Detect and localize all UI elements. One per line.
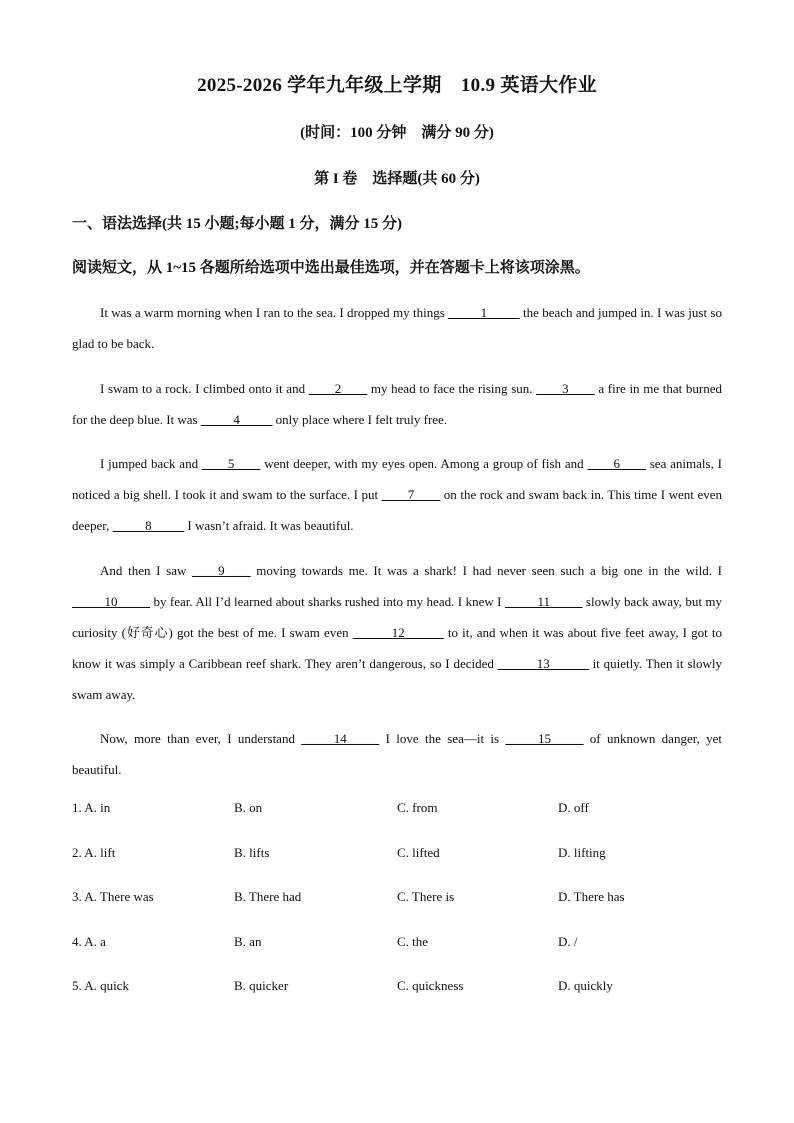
passage-paragraph: Now, more than ever, I understand _____14_____ I love the sea—it is _____15_____ of unknown danger, yet beautiful. xyxy=(72,731,722,777)
reading-passage xyxy=(72,297,722,799)
passage-paragraph: It was a warm morning when I ran to the sea. I dropped my things _____1_____ the beach and jumped in. I was just so glad to be back. xyxy=(72,305,722,351)
option-a: 3. A. There was xyxy=(72,889,154,905)
question-options-row xyxy=(72,800,722,845)
option-d: D. There has xyxy=(558,889,625,905)
option-c: C. quickness xyxy=(397,978,464,994)
option-d: D. / xyxy=(558,933,578,949)
option-a: 4. A. a xyxy=(72,933,106,949)
option-a: 5. A. quick xyxy=(72,978,130,994)
blank-10: _____10_____ xyxy=(72,593,150,609)
question-options-row xyxy=(72,978,722,1023)
blank-15: _____15_____ xyxy=(505,731,584,746)
blank-14: _____14_____ xyxy=(301,731,380,746)
question-options-row xyxy=(72,845,722,890)
option-b: B. an xyxy=(234,933,262,949)
directions: 阅读短文，从 1~15 各题所给选项中选出最佳选项，并在答题卡上将该项涂黑。 xyxy=(72,260,590,276)
page-title: 2025-2026 学年九年级上学期 10.9 英语大作业 xyxy=(197,75,597,96)
option-d: D. lifting xyxy=(558,844,606,860)
blank-8: _____8_____ xyxy=(112,518,185,533)
option-b: B. lifts xyxy=(234,844,270,860)
question-options-row xyxy=(72,889,722,934)
part-heading: 第 I 卷 选择题(共 60 分) xyxy=(314,171,480,187)
question-options-row xyxy=(72,934,722,979)
option-c: C. the xyxy=(397,933,429,949)
blank-9: ____9____ xyxy=(192,562,251,578)
option-b: B. There had xyxy=(234,889,302,905)
blank-11: _____11_____ xyxy=(504,593,583,609)
blank-5: ____5____ xyxy=(201,456,261,471)
option-c: C. There is xyxy=(397,889,455,905)
exam-time-info: (时间：100 分钟 满分 90 分) xyxy=(300,125,494,141)
option-d: D. off xyxy=(558,800,589,815)
option-c: C. from xyxy=(397,800,438,815)
blank-4: _____4_____ xyxy=(200,411,273,427)
option-a: 2. A. lift xyxy=(72,844,116,860)
blank-3: ____3____ xyxy=(536,380,595,396)
passage-paragraph: I jumped back and ____5____ went deeper, with my eyes open. Among a group of fish and ____6____ sea animals, I noticed a big shell. I took it and swam to the surface. I put ____7____ on the rock and swam back in. This time I went even deeper, _____8_____ I wasn’t afraid. It was beautiful. xyxy=(72,456,722,533)
passage-paragraph: I swam to a rock. I climbed onto it and ____2____ my head to face the rising sun. ____3____ a fire in me that burned for the deep blue. It was _____4_____ only place where I felt truly free. xyxy=(72,380,722,427)
blank-7: ____7____ xyxy=(381,487,441,502)
blank-6: ____6____ xyxy=(587,456,646,471)
blank-2: ____2____ xyxy=(308,380,368,396)
blank-12: ______12______ xyxy=(352,624,444,640)
answer-options xyxy=(72,800,722,1023)
option-a: 1. A. in xyxy=(72,800,111,815)
option-b: B. quicker xyxy=(234,978,289,994)
blank-1: _____1_____ xyxy=(448,305,520,320)
passage-paragraph: And then I saw ____9____ moving towards me. It was a shark! I had never seen such a big one in the wild. I _____10_____ by fear. All I’d learned about sharks rushed into my head. I knew I _____11_____ slowly back away, but my curiosity (好奇心) got the best of me. I swam even ______12______ to it, and when it was about five feet away, I got to know it was simply a Caribbean reef shark. They aren’t dangerous, so I decided ______13______ it quietly. Then it slowly swam away. xyxy=(72,562,723,702)
section-heading: 一、语法选择(共 15 小题;每小题 1 分，满分 15 分) xyxy=(72,216,402,232)
blank-13: ______13______ xyxy=(497,655,589,671)
option-c: C. lifted xyxy=(397,844,440,860)
option-d: D. quickly xyxy=(558,978,613,994)
option-b: B. on xyxy=(234,800,263,815)
